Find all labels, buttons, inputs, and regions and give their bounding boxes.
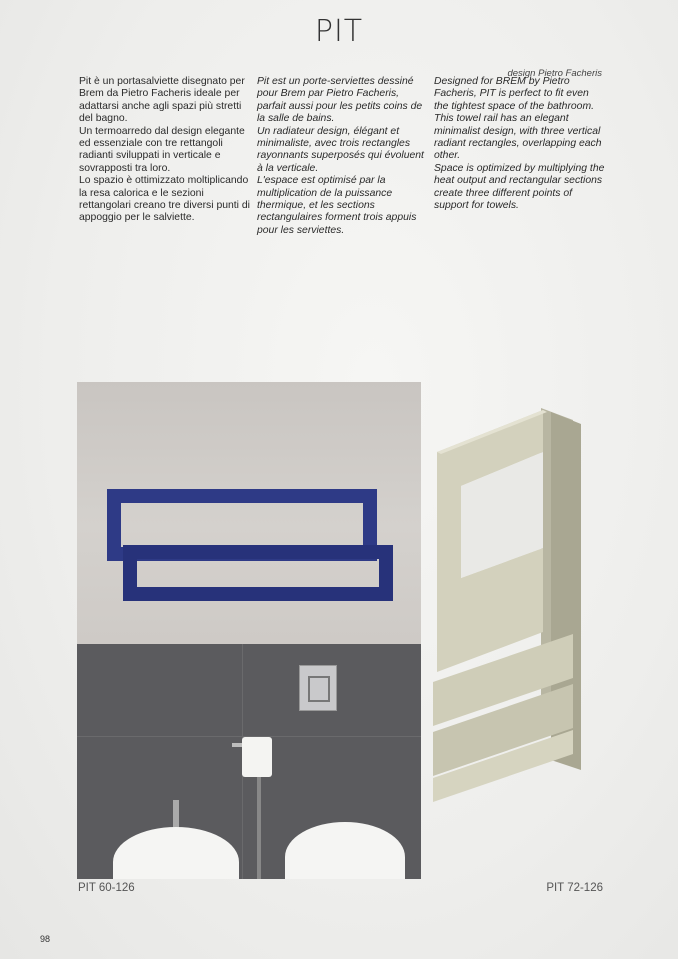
page-title: PIT — [314, 14, 364, 49]
designer-credit: design Pietro Facheris — [507, 68, 602, 79]
english-paragraph: Space is optimized by multiplying the heat output and rectangular sections create three different points of support for towels. — [434, 162, 605, 212]
beige-radiator-photo — [423, 382, 603, 802]
bathroom-photo — [77, 382, 421, 879]
bidet-faucet — [173, 800, 179, 828]
description-italian — [79, 76, 251, 225]
french-paragraph: Un radiateur design, élégant et minimaliste, avec trois rectangles rayonnants superposés qui évoluent à la verticale. — [257, 125, 424, 174]
beige-towel-rail — [423, 382, 603, 802]
page-number: 98 — [40, 934, 51, 944]
rail-rectangle-lower — [123, 545, 393, 601]
blue-towel-rail — [107, 489, 393, 604]
italian-paragraph: Un termoarredo dal design elegante ed essenziale con tre rettangoli radianti sviluppati in verticale e sovrapposti tra loro. — [79, 125, 245, 174]
caption-right: PIT 72-126 — [546, 882, 603, 894]
french-paragraph: Pit est un porte-serviettes dessiné pour Brem par Pietro Facheris, parfait aussi pour les petits coins de la salle de bains. — [257, 76, 423, 125]
description-french — [257, 76, 427, 237]
pipe — [257, 767, 261, 879]
caption-left: PIT 60-126 — [78, 882, 135, 894]
italian-paragraph: Pit è un portasalviette disegnato per Brem da Pietro Facheris ideale per adattarsi anche agli spazi più stretti del bagno. — [79, 76, 245, 125]
toilet-paper-roll — [242, 737, 272, 777]
description-english — [434, 76, 606, 212]
flush-plate — [299, 665, 337, 711]
italian-paragraph: Lo spazio è ottimizzato moltiplicando la resa calorica e le sezioni rettangolari creano tre diversi punti di appoggio per le salviette. — [79, 175, 250, 224]
french-paragraph: L'espace est optimisé par la multiplication de la puissance thermique, et les sections rectangulaires forment trois appuis pour les serviettes. — [257, 175, 417, 236]
english-paragraph: Designed for BREM by Pietro Facheris, PIT is perfect to fit even the tightest space of the bathroom. This towel rail has an elegant minimalist design, with three vertical radiant rectangles, overlapping each other. — [434, 76, 602, 162]
